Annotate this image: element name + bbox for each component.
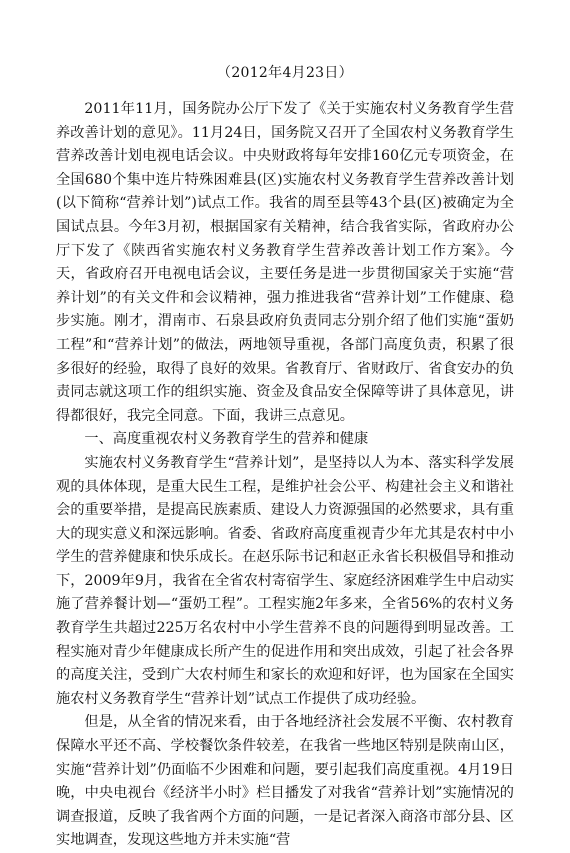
section-1-paragraph-2: 但是，从全省的情况来看，由于各地经济社会发展不平衡、农村教育保障水平还不高、学校餐饮条件较差，在我省一些地区特别是陕南山区，实施“营养计划”仍面临不少困难和问题，要引起我们高度重视。4月19日晚，中央电视台《经济半小时》栏目播发了对我省“营养计划”实施情况的调查报道，反映了我省两个方面的问题，一是记者深入商洛市部分县、区实地调查，发现这些地方并未实施“营 [56,714,514,849]
speech-body [56,98,514,853]
speech-date: （2012年4月23日） [217,65,353,81]
intro-paragraph: 2011年11月，国务院办公厅下发了《关于实施农村义务教育学生营养改善计划的意见》。11月24日，国务院又召开了全国农村义务教育学生营养改善计划电视电话会议。中央财政将每年安排160亿元专项资金，在全国680个集中连片特殊困难县(区)实施农村义务教育学生营养改善计划(以下简称“营养计划”)试点工作。我省的周至县等43个县(区)被确定为全国试点县。今年3月初，根据国家有关精神，结合我省实际，省政府办公厅下发了《陕西省实施农村义务教育学生营养改善计划工作方案》。今天，省政府召开电视电话会议，主要任务是进一步贯彻国家关于实施“营养计划”的有关文件和会议精神，强力推进我省“营养计划”工作健康、稳步实施。刚才，渭南市、石泉县政府负责同志分别介绍了他们实施“蛋奶工程”和“营养计划”的做法，两地领导重视，各部门高度负责，积累了很多很好的经验，取得了良好的效果。省教育厅、省财政厅、省食安办的负责同志就这项工作的组织实施、资金及食品安全保障等讲了具体意见，讲得都很好，我完全同意。下面，我讲三点意见。 [56,101,514,424]
section-1-paragraph-1: 实施农村义务教育学生“营养计划”，是坚持以人为本、落实科学发展观的具体体现，是重大民生工程，是维护社会公平、构建社会主义和谐社会的重要举措，是提高民族素质、建设人力资源强国的必然要求，具有重大的现实意义和深远影响。省委、省政府高度重视青少年尤其是农村中小学生的营养健康和快乐成长。在赵乐际书记和赵正永省长积极倡导和推动下，2009年9月，我省在全省农村寄宿学生、家庭经济困难学生中启动实施了营养餐计划—“蛋奶工程”。工程实施2年多来，全省56%的农村义务教育学生共超过225万名农村中小学生营养不良的问题得到明显改善。工程实施对青少年健康成长所产生的促进作用和突出成效，引起了社会各界的高度关注，受到广大农村师生和家长的欢迎和好评，也为国家在全国实施农村义务教育学生“营养计划”试点工作提供了成功经验。 [56,454,514,707]
section-heading-1: 一、高度重视农村义务教育学生的营养和健康 [84,431,369,448]
